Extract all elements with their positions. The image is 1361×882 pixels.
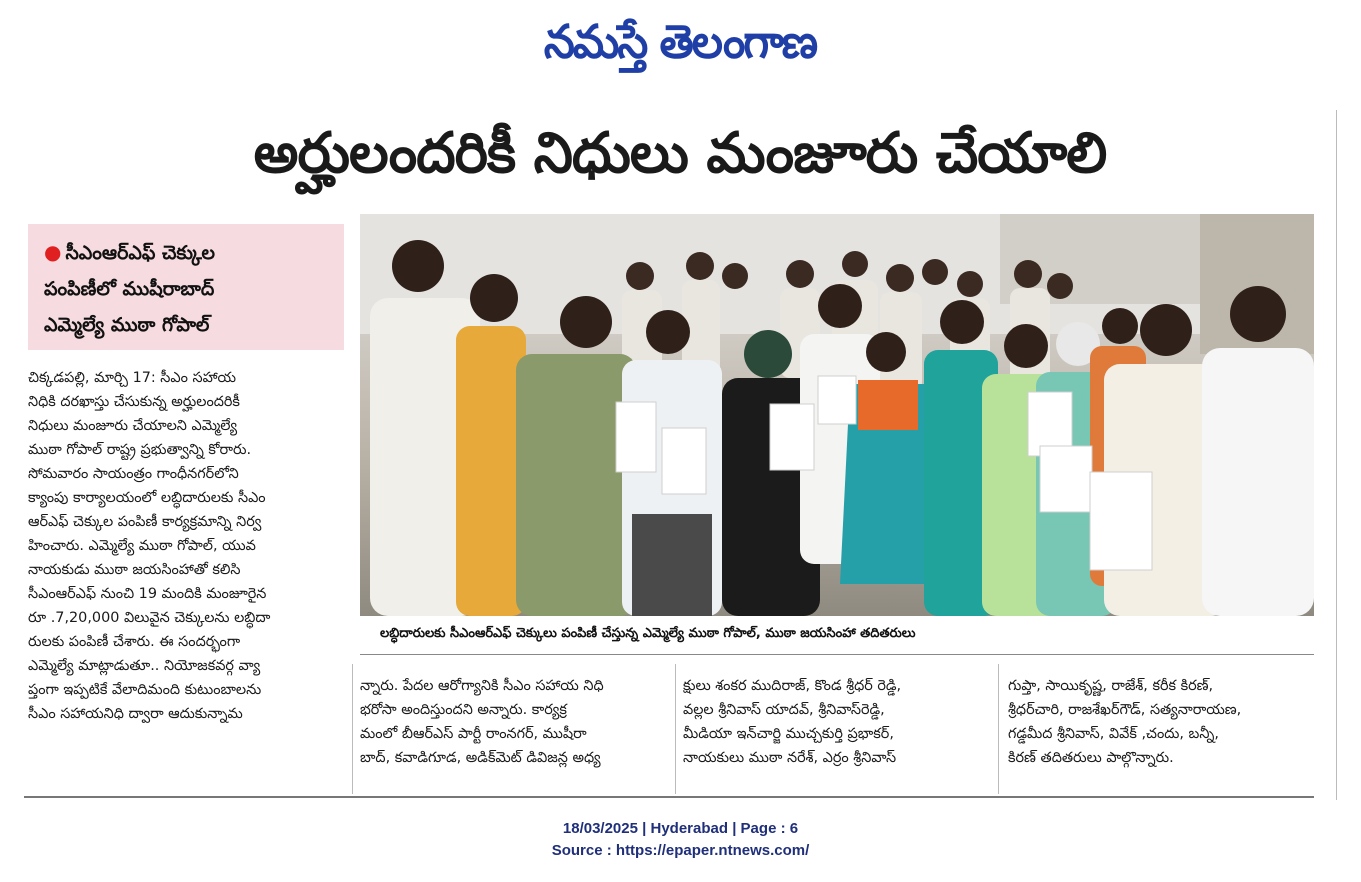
caption-divider (360, 654, 1314, 655)
column-divider (675, 664, 676, 794)
article-line: బాద్, కవాడిగూడ, అడిక్‌మెట్ డివిజన్ల అధ్య (360, 750, 601, 766)
page-bottom-rule (24, 796, 1314, 798)
article-line: న్నారు. పేదల ఆరోగ్యానికి సీఎం సహాయ నిధి (360, 678, 604, 694)
article-line: సీఎంఆర్ఎఫ్ నుంచి 19 మందికి మంజూరైన (28, 586, 267, 602)
group-photo-illustration (360, 214, 1314, 616)
column-divider (352, 664, 353, 794)
article-line: క్షులు శంకర ముదిరాజ్, కొండ శ్రీధర్ రెడ్డి, (683, 678, 902, 694)
article-line: గుప్తా, సాయికృష్ణ, రాజేశ్, కరీక కిరణ్, (1008, 678, 1214, 694)
article-column-2 (360, 674, 666, 770)
article-line: గడ్డమీద శ్రీనివాస్, వివేక్ ,చందు, బన్నీ, (1008, 726, 1219, 742)
article-line: ముఠా గోపాల్ రాష్ట్ర ప్రభుత్వాన్ని కోరారు. (28, 442, 252, 458)
kicker-line-text: సీఎంఆర్ఎఫ్ చెక్కుల (65, 242, 216, 264)
article-line: నిధికి దరఖాస్తు చేసుకున్న అర్హులందరికీ (28, 394, 240, 410)
article-line: భరోసా అందిస్తుందని అన్నారు. కార్యక్ర (360, 702, 567, 718)
article-line: వల్లల శ్రీనివాస్ యాదవ్, శ్రీనివాస్‌రెడ్డి, (683, 702, 885, 718)
column-divider (1336, 110, 1337, 800)
page-footer (0, 818, 1361, 862)
article-line: రులకు పంపిణీ చేశారు. ఈ సందర్భంగా (28, 634, 241, 650)
article-line: కిరణ్ తదితరులు పాల్గొన్నారు. (1008, 750, 1174, 766)
article-line: ప్తంగా ఇప్పటికే వేలాదిమంది కుటుంబాలను (28, 682, 262, 698)
article-line: మంలో బీఆర్ఎస్ పార్టీ రాంనగర్, ముషీరా (360, 726, 587, 742)
article-line: ఎమ్మెల్యే మాట్లాడుతూ.. నియోజకవర్గ వ్యా (28, 658, 261, 674)
article-column-1 (28, 366, 344, 726)
article-line: శ్రీధర్‌చారి, రాజశేఖర్‌గౌడ్, సత్యనారాయణ, (1008, 702, 1242, 718)
article-column-3 (683, 674, 989, 770)
column-divider (998, 664, 999, 794)
footer-source-link[interactable]: Source : https://epaper.ntnews.com/ (551, 842, 810, 859)
article-line: క్యాంపు కార్యాలయంలో లబ్ధిదారులకు సీఎం (28, 490, 266, 506)
article-line: నాయకులు ముఠా నరేశ్, ఎర్రం శ్రీనివాస్ (683, 750, 897, 766)
newspaper-masthead: నమస్తే తెలంగాణ (543, 15, 817, 70)
photo-caption: లబ్ధిదారులకు సీఎంఆర్ఎఫ్ చెక్కులు పంపిణీ చేస్తున్న ఎమ్మెల్యే ముఠా గోపాల్, ముఠా జయసింహా తదితరులు (380, 626, 916, 641)
kicker-line: ఎమ్మెల్యే ముఠా గోపాల్ (44, 314, 210, 336)
article-line: ఆర్ఎఫ్ చెక్కుల పంపిణీ కార్యక్రమాన్ని నిర్వ (28, 514, 262, 530)
article-line: హించారు. ఎమ్మెల్యే ముఠా గోపాల్, యువ (28, 538, 256, 554)
footer-date-edition: 18/03/2025 | Hyderabad | Page : 6 (562, 820, 799, 837)
article-headline: అర్హులందరికీ నిధులు మంజూరు చేయాలి (253, 121, 1107, 186)
article-column-4 (1008, 674, 1314, 770)
article-line: రూ .7,20,000 విలువైన చెక్కులను లబ్ధిదా (28, 610, 271, 626)
bullet-icon: ● (44, 240, 62, 264)
kicker-line: పంపిణీలో ముషీరాబాద్ (44, 278, 215, 300)
article-line: చిక్కడపల్లి, మార్చి 17: సీఎం సహాయ (28, 370, 236, 386)
article-line: సోమవారం సాయంత్రం గాంధీనగర్‌లోని (28, 466, 239, 482)
kicker-box (28, 224, 344, 350)
article-line: నిధులు మంజూరు చేయాలని ఎమ్మెల్యే (28, 418, 238, 434)
article-line: నాయకుడు ముఠా జయసింహాతో కలిసి (28, 562, 241, 578)
article-line: సీఎం సహాయనిధి ద్వారా ఆదుకున్నామ (28, 706, 243, 722)
article-line: మీడియా ఇన్‌చార్జి ముచ్చకుర్తి ప్రభాకర్, (683, 726, 894, 742)
kicker-line (44, 234, 336, 271)
news-photo (360, 214, 1314, 616)
